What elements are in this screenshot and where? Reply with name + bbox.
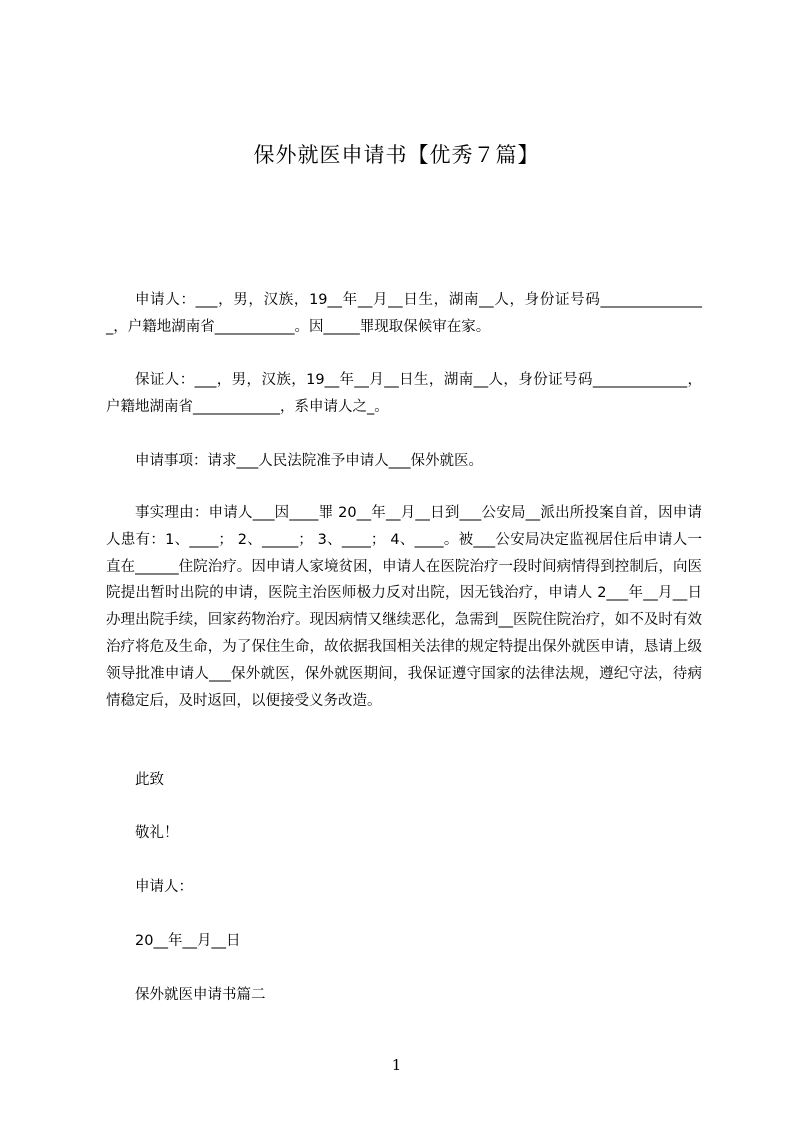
- request-paragraph: 申请事项：请求___人民法院准予申请人___保外就医。: [135, 453, 483, 469]
- page-number: 1: [391, 1056, 402, 1074]
- guarantor-paragraph: 保证人：___，男，汉族，19__年__月__日生，湖南__人，身份证号码_____________，户籍地湖南省____________，系申请人之_。: [106, 372, 702, 415]
- closing-salute: 敬礼！: [135, 825, 179, 841]
- signature-label: 申请人：: [135, 879, 193, 895]
- next-section-heading: 保外就医申请书篇二: [135, 987, 266, 1003]
- signature-date: 20__年__月__日: [135, 933, 241, 949]
- facts-paragraph: 事实理由：申请人___因____罪 20__年__月__日到___公安局__派出所投案自首，因申请人患有：1、____； 2、_____； 3、____； 4、____。被___公安局决定监视居住后申请人一直在______住院治疗。因申请人家境贫困，申请人在医院治疗一段时间病情得到控制后，向医院提出暂时出院的申请，医院主治医师极力反对出院，因无钱治疗，申请人 2___年__月__日办理出院手续，回家药物治疗。现因病情又继续恶化，急需到__医院住院治疗，如不及时有效治疗将危及生命，为了保住生命，故依据我国相关法律的规定特提出保外就医申请，恳请上级领导批准申请人___保外就医，保外就医期间，我保证遵守国家的法律法规，遵纪守法，待病情稳定后，及时返回，以便接受义务改造。: [106, 505, 702, 709]
- applicant-paragraph: 申请人：___，男，汉族，19__年__月__日生，湖南__人，身份证号码_______________，户籍地湖南省___________。因_____罪现取保候审在家。: [106, 292, 702, 335]
- document-title: 保外就医申请书【优秀７篇】: [253, 143, 540, 167]
- closing-to: 此致: [135, 772, 164, 788]
